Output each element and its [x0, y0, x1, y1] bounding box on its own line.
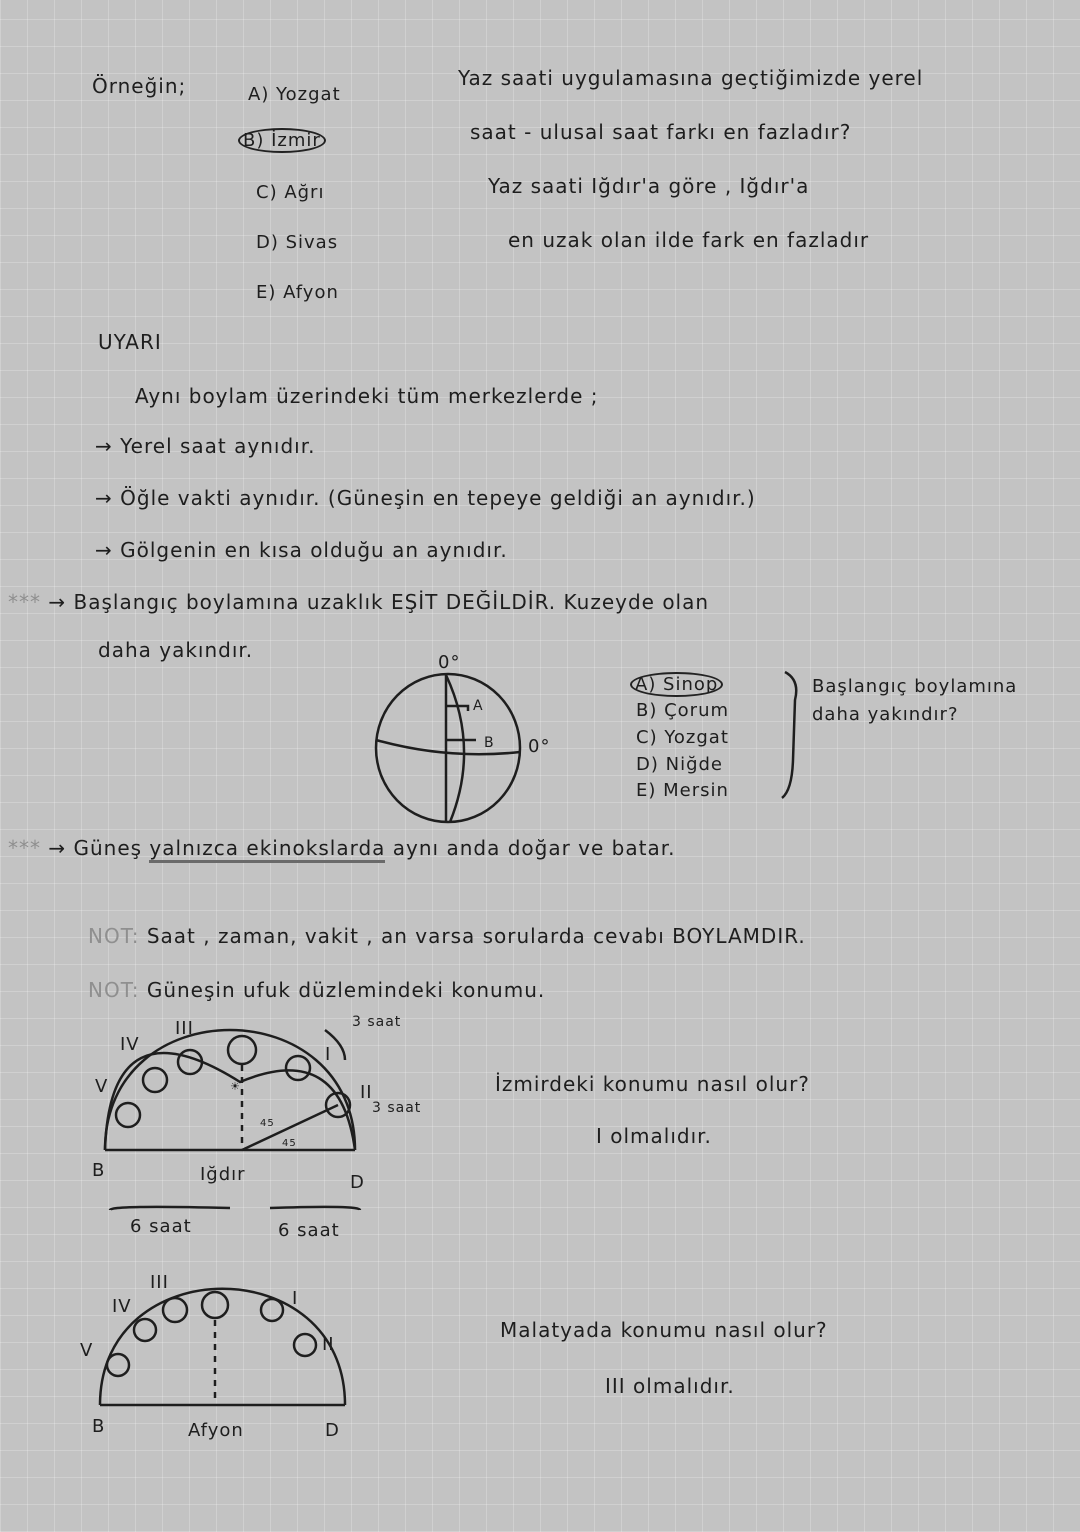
roman-ii: II	[360, 1082, 373, 1103]
option-c: C) Ağrı	[256, 182, 325, 203]
answer-line-1: Yaz saati Iğdır'a göre , Iğdır'a	[488, 174, 810, 198]
warning-title: UYARI	[98, 330, 162, 354]
roman-v: V	[95, 1076, 109, 1097]
stars: ***	[8, 836, 41, 860]
note-2	[88, 978, 545, 1002]
note-2-text: Güneşin ufuk düzlemindeki konumu.	[146, 978, 546, 1002]
east-label: D	[325, 1420, 340, 1441]
globe-point-a: A	[473, 698, 484, 714]
sun-note: *** → Güneş yalnızca ekinokslarda aynı anda doğar ve batar.	[8, 836, 675, 860]
roman-v: V	[80, 1340, 94, 1361]
selected-globe-option: A) Sinop	[630, 672, 723, 697]
left-span: 6 saat	[130, 1216, 192, 1237]
option-e: E) Afyon	[256, 282, 339, 303]
roman-ii: II	[322, 1334, 335, 1355]
question-line-1: Yaz saati uygulamasına geçtiğimizde yerel	[458, 66, 924, 90]
top-time: 3 saat	[352, 1014, 402, 1030]
sun-note-underlined: yalnızca ekinokslarda	[149, 836, 385, 863]
option-a: A) Yozgat	[248, 84, 341, 105]
globe-option-c: C) Yozgat	[636, 727, 729, 748]
warning-item-3-text: Gölgenin en kısa olduğu an aynıdır.	[120, 538, 508, 562]
globe-point-b: B	[484, 735, 495, 751]
warning-item-1: → Yerel saat aynıdır.	[95, 434, 316, 458]
angle-2: 45	[282, 1138, 297, 1149]
globe-top-label: 0°	[438, 652, 461, 673]
warning-item-4-text: Başlangıç boylamına uzaklık EŞİT DEĞİLDİR. Kuzeyde olan	[73, 590, 710, 614]
sun-path-diagram-2	[100, 1289, 345, 1405]
note-1-text: Saat , zaman, vakit , an varsa sorularda cevabı BOYLAMDIR.	[146, 924, 806, 948]
west-label: B	[92, 1416, 106, 1437]
side-time: 3 saat	[372, 1100, 422, 1116]
globe-option-d: D) Niğde	[636, 754, 723, 775]
brace	[782, 672, 796, 798]
warning-item-1-text: Yerel saat aynıdır.	[120, 434, 316, 458]
center-label: Iğdır	[200, 1164, 246, 1185]
globe-right-label: 0°	[528, 736, 551, 757]
roman-i: I	[292, 1288, 299, 1309]
globe-diagram	[376, 674, 520, 822]
stars: ***	[8, 590, 41, 614]
west-label: B	[92, 1160, 106, 1181]
option-d: D) Sivas	[256, 232, 339, 253]
right-span: 6 saat	[278, 1220, 340, 1241]
globe-option-a	[630, 674, 723, 695]
note-prefix: NOT:	[88, 978, 140, 1002]
sun-note-after: aynı anda doğar ve batar.	[392, 836, 676, 860]
warning-item-3: → Gölgenin en kısa olduğu an aynıdır.	[95, 538, 508, 562]
globe-question-1: Başlangıç boylamına	[812, 676, 1018, 697]
note-prefix: NOT:	[88, 924, 140, 948]
question-line-2: saat - ulusal saat farkı en fazladır?	[470, 120, 852, 144]
angle-1: 45	[260, 1118, 275, 1129]
warning-item-4: *** → Başlangıç boylamına uzaklık EŞİT DEĞİLDİR. Kuzeyde olan	[8, 590, 710, 614]
answer-line-2: en uzak olan ilde fark en fazladır	[508, 228, 870, 252]
note-1	[88, 924, 806, 948]
globe-option-e: E) Mersin	[636, 780, 729, 801]
center-label: Afyon	[188, 1420, 244, 1441]
example-label: Örneğin;	[92, 74, 187, 98]
globe-question-2: daha yakındır?	[812, 704, 959, 725]
roman-i: I	[325, 1044, 332, 1065]
warning-intro: Aynı boylam üzerindeki tüm merkezlerde ;	[135, 384, 599, 408]
warning-continuation: daha yakındır.	[98, 638, 254, 662]
roman-iii: III	[150, 1272, 169, 1293]
diagram2-answer: III olmalıdır.	[605, 1374, 735, 1398]
roman-iii: III	[175, 1018, 194, 1039]
diagram1-question: İzmirdeki konumu nasıl olur?	[495, 1072, 810, 1096]
diagram1-answer: I olmalıdır.	[596, 1124, 712, 1148]
option-b	[238, 130, 326, 151]
roman-iv: IV	[112, 1296, 132, 1317]
warning-item-2-text: Öğle vakti aynıdır. (Güneşin en tepeye geldiği an aynıdır.)	[120, 486, 756, 510]
roman-iv: IV	[120, 1034, 140, 1055]
globe-option-b: B) Çorum	[636, 700, 730, 721]
selected-option-b: B) İzmir	[238, 128, 326, 153]
diagram2-question: Malatyada konumu nasıl olur?	[500, 1318, 828, 1342]
sun-note-before: Güneş	[73, 836, 143, 860]
warning-item-2: → Öğle vakti aynıdır. (Güneşin en tepeye geldiği an aynıdır.)	[95, 486, 756, 510]
east-label: D	[350, 1172, 365, 1193]
svg-text:☀: ☀	[230, 1080, 240, 1093]
